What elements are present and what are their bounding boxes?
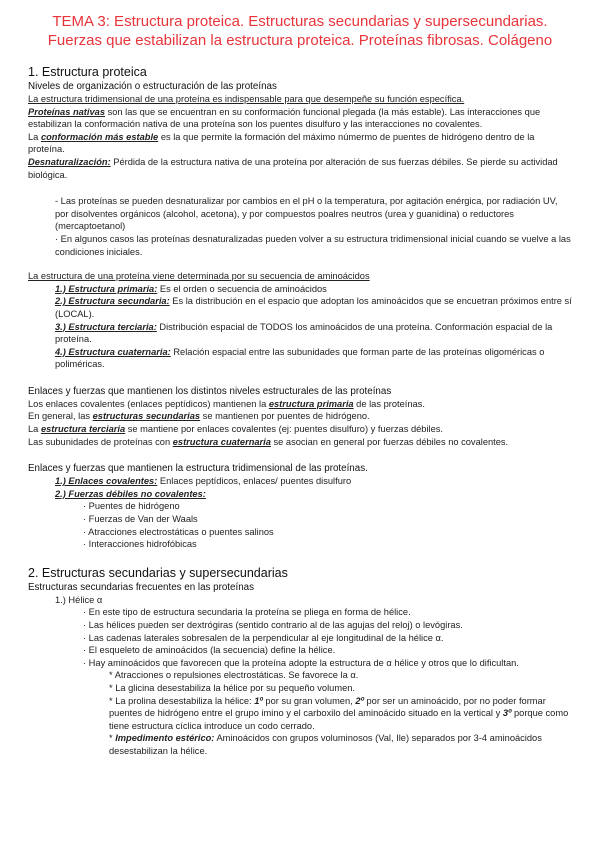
enlaces-niveles-subheading: Enlaces y fuerzas que mantienen los distintos niveles estructurales de las proteínas [28, 385, 392, 397]
enl-post: se mantiene por enlaces covalentes (ej: puentes disulfuro) y fuerzas débiles. [125, 424, 443, 435]
nivel-term: 3.) Estructura terciaria: [55, 321, 157, 332]
section-1-heading: 1. Estructura proteica [28, 65, 147, 79]
enlaces-covalentes [28, 475, 572, 488]
conformacion-text: es la que permite la formación del máximo númermo de puentes de hidrógeno dentro de la proteína. [28, 131, 535, 155]
nivel-primaria [28, 283, 572, 296]
nativas-term: Proteínas nativas [28, 106, 105, 117]
section-2-subheading: Estructuras secundarias frecuentes en las proteínas [28, 581, 254, 593]
nivel-term: 1.) Estructura primaria: [55, 283, 158, 294]
section-2-heading: 2. Estructuras secundarias y supersecundarias [28, 565, 288, 580]
covalentes-term: 1.) Enlaces covalentes: [55, 476, 158, 487]
helice-factors [28, 669, 572, 757]
enl-pre: Los enlaces covalentes (enlaces peptídicos) mantienen la [28, 398, 269, 409]
enlace-primaria [28, 398, 572, 411]
niveles-list [28, 283, 572, 371]
conformacion-paragraph [28, 131, 572, 156]
enl-term: estructura primaria [268, 398, 354, 409]
list-item: · Las cadenas laterales sobresalen de la perpendicular al eje longitudinal de la hélice α. [83, 632, 444, 643]
list-item: · Atracciones electrostáticas o puentes salinos [83, 526, 274, 537]
esterico-a: * [109, 733, 116, 744]
enl-pre: La [28, 424, 41, 435]
factor-esterico [28, 732, 572, 757]
debiles-term: 2.) Fuerzas débiles no covalentes: [55, 488, 206, 499]
secuencia-statement: La estructura de una proteína viene determinada por su secuencia de aminoácidos [28, 271, 370, 282]
prolina-e: por ser un aminoácido, por no poder formar puentes de hidrógeno entre el grupo imino y el carboxilo del aminoácido situado en la vertical y [109, 695, 546, 719]
list-item: · Puentes de hidrógeno [83, 501, 180, 512]
list-item: · Las hélices pueden ser dextrógiras (sentido contrario al de las agujas del reloj) o levógiras. [83, 620, 463, 630]
nivel-text: Es la distribución en el espacio que adoptan los aminoácidos que se encuetran próximos entre sí (LOCAL). [55, 296, 572, 319]
list-item: · Fuerzas de Van der Waals [83, 514, 198, 525]
prolina-c: por su gran volumen, [262, 695, 356, 706]
enlace-secundaria [28, 410, 572, 423]
enlaces-tridimensional-subheading: Enlaces y fuerzas que mantienen la estructura tridimensional de las proteínas. [28, 463, 368, 475]
helice-points [28, 606, 572, 669]
covalentes-text: Enlaces peptídicos, enlaces/ puentes disulfuro [157, 476, 352, 487]
list-item: · Interacciones hidrofóbicas [83, 539, 197, 550]
nivel-text: Es el orden o secuencia de aminoácidos [157, 283, 327, 294]
prolina-g: porque como tiene estructura cíclica introduce un codo cerrado. [109, 708, 569, 731]
list-item: · Hay aminoácidos que favorecen que la proteína adopte la estructura de α hélice y otros que lo dificultan. [83, 657, 519, 668]
enl-term: estructuras secundarias [92, 411, 201, 422]
prolina-a: * La prolina desestabiliza la hélice: [109, 695, 255, 706]
enl-pre: Las subunidades de proteínas con [28, 436, 173, 447]
conformacion-term: conformación más estable [40, 131, 159, 142]
enl-term: estructura cuaternaria [172, 436, 271, 447]
enl-pre: En general, las [28, 411, 93, 422]
nativas-paragraph [28, 106, 572, 131]
factor-electrostatic: * Atracciones o repulsiones electrostáticas. Se favorece la α. [109, 670, 359, 681]
nivel-text: Relación espacial entre las subunidades que forman parte de las proteínas oligoméricas o poliméricas. [55, 346, 545, 370]
enl-post: de las proteínas. [353, 398, 425, 409]
nivel-terciaria [28, 321, 572, 346]
renaturalizacion-bullet: · En algunos casos las proteínas desnaturalizadas pueden volver a su estructura tridimensional inicial cuando se vuelve a las condiciones iniciales. [55, 233, 571, 257]
enlace-terciaria [28, 423, 572, 436]
intro-paragraph: La estructura tridimensional de una proteína es indispensable para que desempeñe su función específica. [28, 94, 465, 104]
nivel-term: 4.) Estructura cuaternaria: [55, 346, 171, 357]
fuerzas-debiles [28, 488, 572, 501]
factor-glicina: * La glicina desestabiliza la hélice por su pequeño volumen. [109, 682, 356, 693]
desnaturalizacion-text: Pérdida de la estructura nativa de una proteína por alteración de sus fuerzas débiles. Se pierde su actividad biológica. [28, 156, 558, 180]
nivel-term: 2.) Estructura secundaria: [55, 296, 170, 307]
enl-term: estructura terciaria [40, 424, 126, 435]
nivel-secundaria [28, 295, 572, 320]
list-item: · En este tipo de estructura secundaria la proteína se pliega en forma de hélice. [83, 607, 411, 618]
document-title: TEMA 3: Estructura proteica. Estructuras secundarias y supersecundarias. Fuerzas que estabilizan la estructura proteica. Proteínas fibrosas. Colágeno [47, 13, 553, 49]
section-1-subheading-niveles: Niveles de organización o estructuración de las proteínas [28, 81, 277, 92]
esterico-term: Impedimento estérico: [115, 733, 215, 744]
enlace-cuaternaria [28, 436, 572, 449]
conf-pre: La [28, 131, 41, 142]
desnaturalizacion-paragraph [28, 156, 572, 181]
desnat-causes-bullet: - Las proteínas se pueden desnaturalizar por cambios en el pH o la temperatura, por agitación enérgica, por radiación UV, por disolventes orgánicos (alcohol, acetona), y por compuestos poalres neutros (urea y guanidina) o reductores (mercaptoetanol) [55, 196, 558, 232]
prolina-ord-2: 2º [355, 695, 364, 706]
debiles-list [28, 500, 572, 550]
nivel-cuaternaria [28, 346, 572, 371]
enl-post: se mantienen por puentes de hidrógeno. [200, 411, 370, 422]
esterico-text: Aminoácidos con grupos voluminosos (Val, Ile) separados por 3-4 aminoácidos desestabilizan la hélice. [109, 733, 542, 756]
nivel-text: Distribución espacial de TODOS los aminoácidos de una proteína. Conformación espacial de la proteína. [55, 321, 553, 345]
helice-label: 1.) Hélice α [55, 594, 103, 605]
prolina-ord-3: 3º [502, 708, 512, 719]
factor-prolina [28, 695, 572, 733]
prolina-ord-1: 1º [254, 695, 263, 706]
desnaturalizacion-term: Desnaturalización: [28, 156, 111, 167]
enl-post: se asocian en general por fuerzas débiles no covalentes. [270, 436, 509, 447]
list-item: · El esqueleto de aminoácidos (la secuencia) define la hélice. [83, 645, 336, 656]
nativas-text: son las que se encuentran en su conformación funcional plegada (la más estable). Las interacciones que estabilizan la conformación nativa de una proteína son los puentes disulfuro y las interacciones no covalentes. [28, 106, 541, 130]
